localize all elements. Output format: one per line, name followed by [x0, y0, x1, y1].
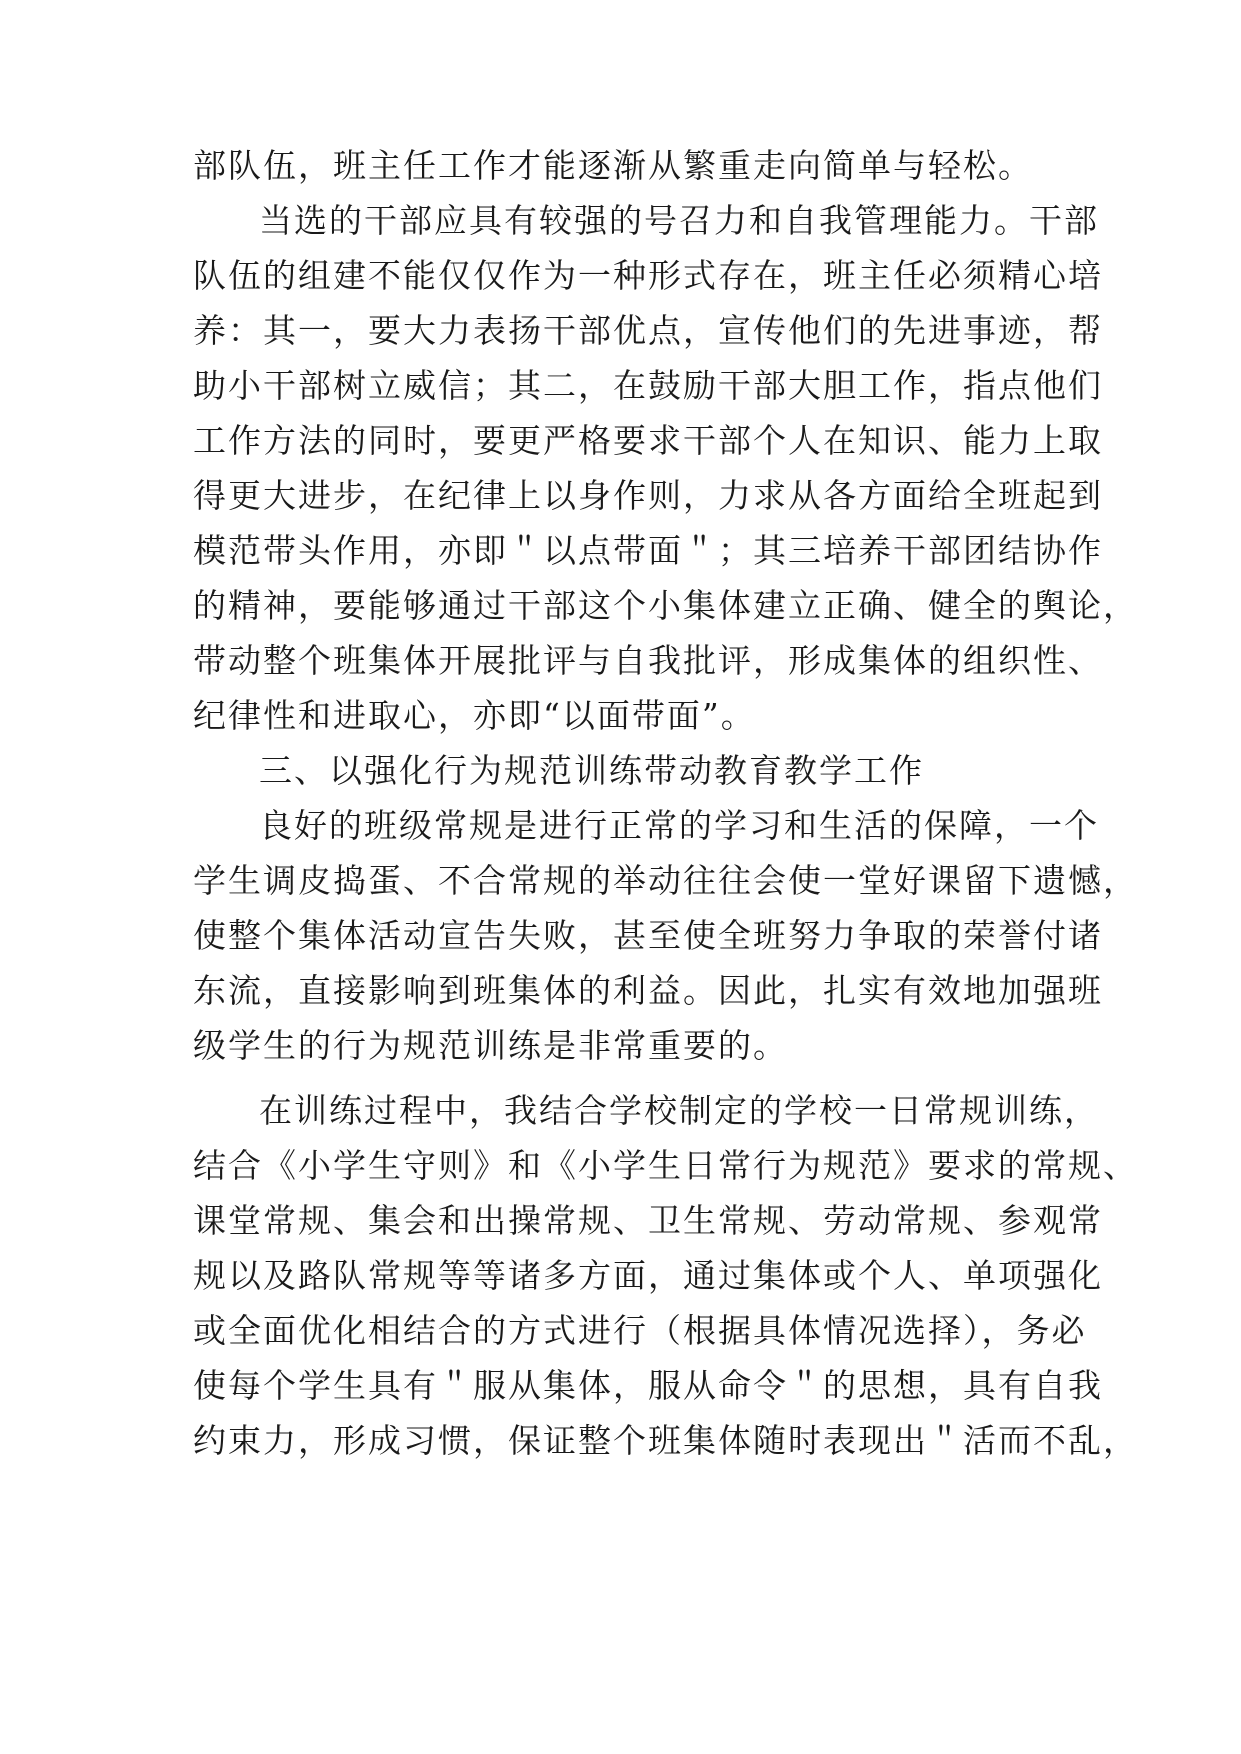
paragraph-first-line: 良好的班级常规是进行正常的学习和生活的保障，一个	[259, 806, 1099, 845]
paragraph-first-line: 当选的干部应具有较强的号召力和自我管理能力。干部	[259, 201, 1099, 240]
text-line: 部队伍，班主任工作才能逐渐从繁重走向简单与轻松。	[193, 146, 1033, 185]
text-line: 养：其一，要大力表扬干部优点，宣传他们的先进事迹，帮	[193, 311, 1103, 350]
text-line: 工作方法的同时，要更严格要求干部个人在知识、能力上取	[193, 421, 1103, 460]
text-line: 约束力，形成习惯，保证整个班集体随时表现出＂活而不乱，	[193, 1421, 1138, 1460]
text-line: 的精神，要能够通过干部这个小集体建立正确、健全的舆论，	[193, 586, 1138, 625]
paragraph-first-line: 在训练过程中，我结合学校制定的学校一日常规训练，	[259, 1091, 1099, 1130]
text-line: 东流，直接影响到班集体的利益。因此，扎实有效地加强班	[193, 971, 1103, 1010]
text-line: 队伍的组建不能仅仅作为一种形式存在，班主任必须精心培	[193, 256, 1103, 295]
text-line: 纪律性和进取心，亦即“以面带面”。	[193, 696, 756, 735]
text-line: 得更大进步，在纪律上以身作则，力求从各方面给全班起到	[193, 476, 1103, 515]
text-line: 模范带头作用，亦即＂以点带面＂；其三培养干部团结协作	[193, 531, 1103, 570]
text-line: 助小干部树立威信；其二，在鼓励干部大胆工作，指点他们	[193, 366, 1103, 405]
text-line: 结合《小学生守则》和《小学生日常行为规范》要求的常规、	[193, 1146, 1138, 1185]
text-line: 规以及路队常规等等诸多方面，通过集体或个人、单项强化	[193, 1256, 1103, 1295]
section-heading: 三、以强化行为规范训练带动教育教学工作	[259, 751, 924, 790]
text-line: 带动整个班集体开展批评与自我批评，形成集体的组织性、	[193, 641, 1103, 680]
text-line: 课堂常规、集会和出操常规、卫生常规、劳动常规、参观常	[193, 1201, 1103, 1240]
text-line: 使每个学生具有＂服从集体，服从命令＂的思想，具有自我	[193, 1366, 1103, 1405]
text-line: 使整个集体活动宣告失败，甚至使全班努力争取的荣誉付诸	[193, 916, 1103, 955]
text-line: 级学生的行为规范训练是非常重要的。	[193, 1026, 788, 1065]
text-line: 或全面优化相结合的方式进行（根据具体情况选择），务必	[193, 1311, 1087, 1350]
text-line: 学生调皮捣蛋、不合常规的举动往往会使一堂好课留下遗憾，	[193, 861, 1138, 900]
